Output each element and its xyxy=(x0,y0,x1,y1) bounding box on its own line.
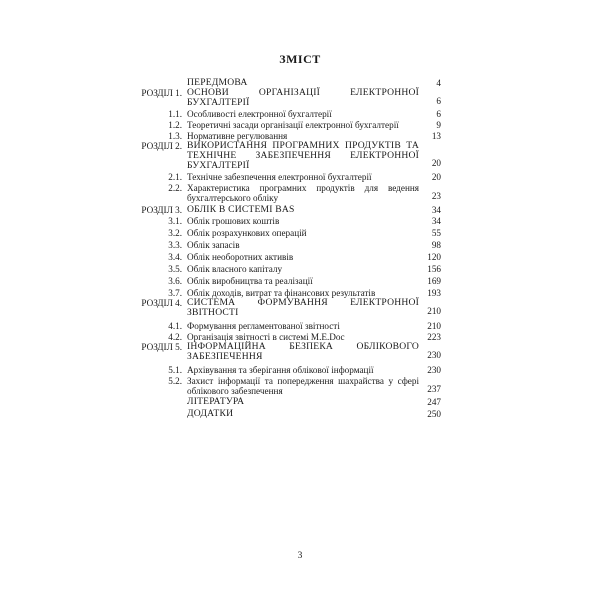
toc-page: 13 xyxy=(431,131,441,141)
toc-title: ІНФОРМАЦІЙНА БЕЗПЕКА ОБЛІКОВОГО ЗАБЕЗПЕЧЕННЯ xyxy=(187,341,419,362)
page-title: ЗМІСТ xyxy=(279,52,321,66)
toc-title: Технічне забезпечення електронної бухгалтерії xyxy=(187,172,372,182)
toc-page: 210 xyxy=(427,321,441,331)
toc-number: 2.2. xyxy=(168,183,182,193)
page-number: 3 xyxy=(297,551,303,561)
toc-title: Облік виробництва та реалізації xyxy=(187,276,313,286)
toc-title: Особливості електронної бухгалтерії xyxy=(187,109,332,119)
toc-number: 5.1. xyxy=(168,365,182,375)
toc-title: Облік доходів, витрат та фінансових результатів xyxy=(187,288,376,298)
toc-page: 169 xyxy=(427,276,441,286)
toc-page: 247 xyxy=(427,397,441,407)
toc-number: 3.3. xyxy=(168,240,182,250)
toc-page: 230 xyxy=(427,350,441,360)
toc-number: 1.3. xyxy=(168,131,182,141)
toc-page: 6 xyxy=(436,109,441,119)
toc-title: Облік необоротних активів xyxy=(187,252,294,262)
toc-page: 210 xyxy=(427,306,441,316)
toc-title: Характеристика програмних продуктів для ведення бухгалтерського обліку xyxy=(187,183,419,203)
toc-title: ЛІТЕРАТУРА xyxy=(187,396,245,407)
toc-number: РОЗДІЛ 1. xyxy=(141,88,182,98)
toc-title: СИСТЕМА ФОРМУВАННЯ ЕЛЕКТРОННОЇ ЗВІТНОСТІ xyxy=(187,297,419,318)
toc-number: 1.2. xyxy=(168,120,182,130)
toc-number: 3.6. xyxy=(168,276,182,286)
toc-page: 193 xyxy=(427,288,441,298)
toc-title: ДОДАТКИ xyxy=(187,408,234,419)
toc-number: 3.5. xyxy=(168,264,182,274)
toc-title: Облік власного капіталу xyxy=(187,264,283,274)
toc-page: 20 xyxy=(431,158,441,168)
toc-number: 3.2. xyxy=(168,228,182,238)
toc-page: 120 xyxy=(427,252,441,262)
toc-page: 20 xyxy=(431,172,441,182)
toc-page: 55 xyxy=(431,228,441,238)
toc-page: 34 xyxy=(431,205,441,215)
toc-title: Облік розрахункових операцій xyxy=(187,228,307,238)
toc-page: 6 xyxy=(436,96,441,106)
toc-title: ОСНОВИ ОРГАНІЗАЦІЇ ЕЛЕКТРОННОЇ БУХГАЛТЕРІЇ xyxy=(187,87,419,108)
toc-number: РОЗДІЛ 5. xyxy=(141,342,182,352)
toc-title: ПЕРЕДМОВА xyxy=(187,77,248,88)
toc-page: 98 xyxy=(431,240,441,250)
toc-number: 1.1. xyxy=(168,109,182,119)
toc-title: Облік грошових коштів xyxy=(187,216,280,226)
toc-title: Захист інформації та попередження шахрайства у сфері облікового забезпечення xyxy=(187,376,419,396)
toc-title: ОБЛІК В СИСТЕМІ BAS xyxy=(187,204,295,215)
toc-number: 3.7. xyxy=(168,288,182,298)
toc-page: 230 xyxy=(427,365,441,375)
toc-page: 34 xyxy=(431,216,441,226)
toc-number: 5.2. xyxy=(168,376,182,386)
toc-number: 4.1. xyxy=(168,321,182,331)
toc-page: 223 xyxy=(427,332,441,342)
toc-number: 3.1. xyxy=(168,216,182,226)
toc-page: 4 xyxy=(436,78,441,88)
toc-title: Теоретичні засади організації електронної бухгалтерії xyxy=(187,120,399,130)
toc-page: 9 xyxy=(436,120,441,130)
toc-page: 237 xyxy=(427,384,441,394)
toc-number: 2.1. xyxy=(168,172,182,182)
toc-title: Організація звітності в системі M.E.Doc xyxy=(187,332,345,342)
toc-number: РОЗДІЛ 4. xyxy=(141,298,182,308)
toc-title: Архівування та зберігання облікової інформації xyxy=(187,365,374,375)
toc-number: РОЗДІЛ 3. xyxy=(141,205,182,215)
toc-title: Нормативне регулювання xyxy=(187,131,288,141)
toc-number: 3.4. xyxy=(168,252,182,262)
toc-title: Формування регламентованої звітності xyxy=(187,321,340,331)
toc-page: 156 xyxy=(427,264,441,274)
toc-page: 23 xyxy=(431,191,441,201)
toc-title: ВИКОРИСТАННЯ ПРОГРАМНИХ ПРОДУКТІВ ТА ТЕХНІЧНЕ ЗАБЕЗПЕЧЕННЯ ЕЛЕКТРОННОЇ БУХГАЛТЕРІЇ xyxy=(187,140,419,171)
toc-number: 4.2. xyxy=(168,332,182,342)
toc-page: 250 xyxy=(427,409,441,419)
toc-title: Облік запасів xyxy=(187,240,240,250)
toc-number: РОЗДІЛ 2. xyxy=(141,141,182,151)
